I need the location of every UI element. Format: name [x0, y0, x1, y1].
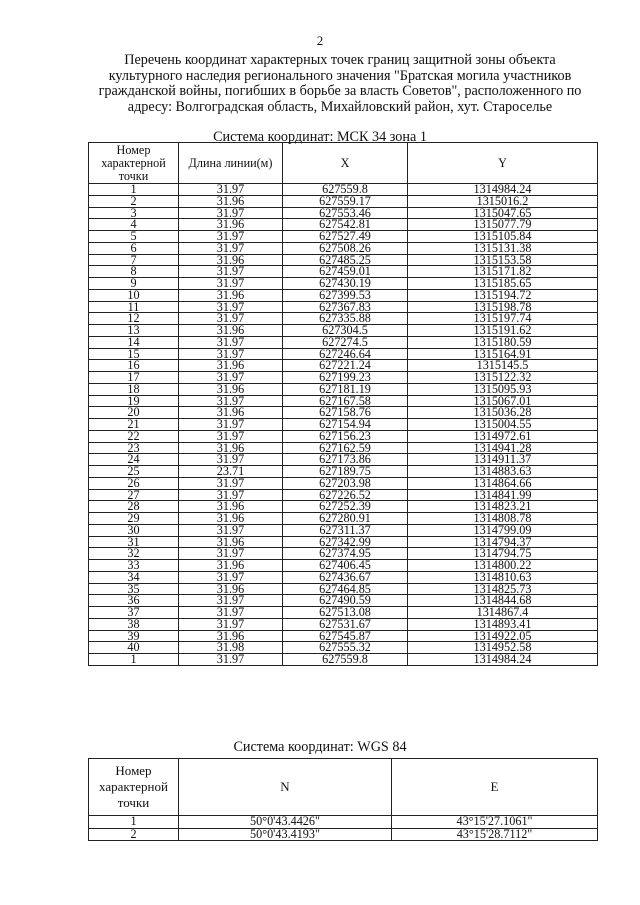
- table-cell: 7: [89, 254, 179, 266]
- coordinate-system-caption-msk: Система координат: МСК 34 зона 1: [213, 129, 427, 145]
- table-cell: 31.97: [179, 372, 283, 384]
- table-cell: 31: [89, 536, 179, 548]
- table-cell: 627199.23: [283, 372, 408, 384]
- table-row: [89, 407, 598, 419]
- table-cell: 1314941.28: [408, 442, 598, 454]
- table-cell: 32: [89, 548, 179, 560]
- coordinate-system-caption-wgs84: Система координат: WGS 84: [233, 739, 407, 755]
- table-cell: 1314952.58: [408, 642, 598, 654]
- table-row: [89, 266, 598, 278]
- table-cell: 1315197.74: [408, 313, 598, 325]
- table-cell: 24: [89, 454, 179, 466]
- table-cell: 50°0'43.4193": [179, 828, 392, 841]
- table-cell: 31.96: [179, 360, 283, 372]
- table-cell: 25: [89, 466, 179, 478]
- table-cell: 31.98: [179, 642, 283, 654]
- table-cell: 627406.45: [283, 560, 408, 572]
- table-cell: 8: [89, 266, 179, 278]
- table-cell: 15: [89, 348, 179, 360]
- table-cell: 1314810.63: [408, 571, 598, 583]
- table-cell: 1315036.28: [408, 407, 598, 419]
- table-row: [89, 513, 598, 525]
- table-cell: 1315194.72: [408, 289, 598, 301]
- table-cell: 31.96: [179, 407, 283, 419]
- table-cell: 1: [89, 816, 179, 829]
- table-cell: 1314922.05: [408, 630, 598, 642]
- table-cell: 627399.53: [283, 289, 408, 301]
- table-cell: 627311.37: [283, 524, 408, 536]
- table-cell: 9: [89, 278, 179, 290]
- table-cell: 627542.81: [283, 219, 408, 231]
- table-cell: 1315185.65: [408, 278, 598, 290]
- table-cell: 627154.94: [283, 419, 408, 431]
- table-row: [89, 477, 598, 489]
- table-cell: 2: [89, 195, 179, 207]
- table-row: [89, 618, 598, 630]
- table-cell: 627156.23: [283, 430, 408, 442]
- table-cell: 43°15'28.7112": [392, 828, 598, 841]
- table-cell: 627167.58: [283, 395, 408, 407]
- table-cell: 23.71: [179, 466, 283, 478]
- table-row: [89, 242, 598, 254]
- table-cell: 31.97: [179, 301, 283, 313]
- table-cell: 20: [89, 407, 179, 419]
- table-row: [89, 524, 598, 536]
- table-cell: 627559.17: [283, 195, 408, 207]
- table-row: [89, 254, 598, 266]
- table-cell: 31.97: [179, 454, 283, 466]
- table-row: [89, 195, 598, 207]
- table-cell: 13: [89, 325, 179, 337]
- table-cell: 627280.91: [283, 513, 408, 525]
- table-cell: 21: [89, 419, 179, 431]
- table-cell: 627545.87: [283, 630, 408, 642]
- table-cell: 40: [89, 642, 179, 654]
- table-cell: 17: [89, 372, 179, 384]
- table-cell: 627274.5: [283, 336, 408, 348]
- table-cell: 1315153.58: [408, 254, 598, 266]
- table-row: [89, 430, 598, 442]
- table-cell: 31.97: [179, 278, 283, 290]
- table-row: [89, 336, 598, 348]
- header-n: N: [179, 759, 392, 816]
- table-cell: 627304.5: [283, 325, 408, 337]
- table-cell: 627531.67: [283, 618, 408, 630]
- table-cell: 10: [89, 289, 179, 301]
- table-cell: 627335.88: [283, 313, 408, 325]
- table-row: [89, 501, 598, 513]
- table-cell: 31.97: [179, 313, 283, 325]
- table-cell: 6: [89, 242, 179, 254]
- table-cell: 31.96: [179, 289, 283, 301]
- table-cell: 31.96: [179, 560, 283, 572]
- header-line-length: Длина линии(м): [179, 143, 283, 184]
- table-cell: 1315180.59: [408, 336, 598, 348]
- coordinates-table-msk: [88, 142, 598, 666]
- table-row: [89, 828, 598, 841]
- table-row: [89, 348, 598, 360]
- table-row: [89, 595, 598, 607]
- table-cell: 1315067.01: [408, 395, 598, 407]
- table-cell: 31.96: [179, 383, 283, 395]
- table-row: [89, 548, 598, 560]
- table-cell: 1314984.24: [408, 184, 598, 196]
- table-cell: 627226.52: [283, 489, 408, 501]
- table-cell: 14: [89, 336, 179, 348]
- table-cell: 1315131.38: [408, 242, 598, 254]
- table-cell: 627374.95: [283, 548, 408, 560]
- table-cell: 1314844.68: [408, 595, 598, 607]
- table-row: [89, 466, 598, 478]
- table-cell: 1315004.55: [408, 419, 598, 431]
- table-cell: 38: [89, 618, 179, 630]
- table-cell: 31.97: [179, 618, 283, 630]
- table-cell: 1314799.09: [408, 524, 598, 536]
- table-cell: 627342.99: [283, 536, 408, 548]
- table-cell: 31.97: [179, 654, 283, 666]
- table-cell: 12: [89, 313, 179, 325]
- table-cell: 1315077.79: [408, 219, 598, 231]
- table-cell: 31.96: [179, 583, 283, 595]
- header-point-number: Номер характерной точки: [89, 759, 179, 816]
- table-cell: 18: [89, 383, 179, 395]
- table-cell: 37: [89, 607, 179, 619]
- table-cell: 33: [89, 560, 179, 572]
- table-cell: 627508.26: [283, 242, 408, 254]
- table-cell: 29: [89, 513, 179, 525]
- table-cell: 1314984.24: [408, 654, 598, 666]
- table-cell: 1314883.63: [408, 466, 598, 478]
- table-cell: 43°15'27.1061": [392, 816, 598, 829]
- table-header-row: [89, 759, 598, 816]
- table-cell: 627173.86: [283, 454, 408, 466]
- table-cell: 31.97: [179, 395, 283, 407]
- table-cell: 31.97: [179, 548, 283, 560]
- table-cell: 3: [89, 207, 179, 219]
- table-row: [89, 607, 598, 619]
- table-cell: 50°0'43.4426": [179, 816, 392, 829]
- table-cell: 1: [89, 654, 179, 666]
- table-cell: 627527.49: [283, 231, 408, 243]
- table-cell: 627559.8: [283, 184, 408, 196]
- table-row: [89, 489, 598, 501]
- table-cell: 1314893.41: [408, 618, 598, 630]
- table-row: [89, 372, 598, 384]
- table-cell: 627181.19: [283, 383, 408, 395]
- table-cell: 4: [89, 219, 179, 231]
- table-cell: 31.97: [179, 231, 283, 243]
- table-cell: 5: [89, 231, 179, 243]
- table-cell: 31.97: [179, 207, 283, 219]
- table-row: [89, 231, 598, 243]
- table-cell: 627485.25: [283, 254, 408, 266]
- table-cell: 1315122.32: [408, 372, 598, 384]
- table-row: [89, 383, 598, 395]
- table-cell: 1314823.21: [408, 501, 598, 513]
- table-row: [89, 278, 598, 290]
- table-cell: 627490.59: [283, 595, 408, 607]
- table-cell: 39: [89, 630, 179, 642]
- table-cell: 1314972.61: [408, 430, 598, 442]
- table-row: [89, 360, 598, 372]
- table-cell: 30: [89, 524, 179, 536]
- table-cell: 1315016.2: [408, 195, 598, 207]
- table-row: [89, 419, 598, 431]
- table-cell: 16: [89, 360, 179, 372]
- table-cell: 23: [89, 442, 179, 454]
- table-cell: 627221.24: [283, 360, 408, 372]
- table-cell: 31.96: [179, 254, 283, 266]
- table-row: [89, 219, 598, 231]
- table-row: [89, 325, 598, 337]
- table-cell: 31.96: [179, 325, 283, 337]
- table-cell: 1314800.22: [408, 560, 598, 572]
- table-cell: 1314864.66: [408, 477, 598, 489]
- table-row: [89, 630, 598, 642]
- table-cell: 1: [89, 184, 179, 196]
- table-cell: 31.97: [179, 571, 283, 583]
- table-row: [89, 571, 598, 583]
- table-cell: 627367.83: [283, 301, 408, 313]
- header-e: E: [392, 759, 598, 816]
- table-cell: 31.97: [179, 607, 283, 619]
- table-cell: 1314825.73: [408, 583, 598, 595]
- table-cell: 627203.98: [283, 477, 408, 489]
- coordinates-table-wgs84: [88, 758, 598, 841]
- table-cell: 35: [89, 583, 179, 595]
- header-y: Y: [408, 143, 598, 184]
- table-cell: 34: [89, 571, 179, 583]
- table-cell: 31.96: [179, 219, 283, 231]
- table-cell: 31.96: [179, 501, 283, 513]
- table-cell: 627513.08: [283, 607, 408, 619]
- table-row: [89, 442, 598, 454]
- document-title: Перечень координат характерных точек границ защитной зоны объекта культурного наследия регионального значения "Братская могила участников гражданской войны, погибших в борьбе за власть Советов", расположенного по адресу: Волгоградская область, Михайловский район, хут. Староселье: [98, 52, 582, 115]
- table-cell: 22: [89, 430, 179, 442]
- table-cell: 627555.32: [283, 642, 408, 654]
- table-cell: 31.97: [179, 595, 283, 607]
- table-cell: 1314808.78: [408, 513, 598, 525]
- table-cell: 1315095.93: [408, 383, 598, 395]
- table-cell: 31.96: [179, 536, 283, 548]
- table-cell: 31.97: [179, 489, 283, 501]
- table-row: [89, 654, 598, 666]
- table-cell: 1315198.78: [408, 301, 598, 313]
- table-row: [89, 583, 598, 595]
- table-cell: 11: [89, 301, 179, 313]
- page-number: 2: [316, 33, 324, 48]
- table-row: [89, 536, 598, 548]
- table-cell: 1314841.99: [408, 489, 598, 501]
- table-cell: 1314794.37: [408, 536, 598, 548]
- header-x: X: [283, 143, 408, 184]
- table-cell: 36: [89, 595, 179, 607]
- table-cell: 627189.75: [283, 466, 408, 478]
- table-cell: 627158.76: [283, 407, 408, 419]
- table-cell: 31.96: [179, 630, 283, 642]
- table-cell: 31.97: [179, 336, 283, 348]
- table-cell: 1314911.37: [408, 454, 598, 466]
- table-cell: 1315171.82: [408, 266, 598, 278]
- table-cell: 1315164.91: [408, 348, 598, 360]
- table-cell: 31.97: [179, 419, 283, 431]
- table-row: [89, 207, 598, 219]
- table-row: [89, 313, 598, 325]
- table-cell: 627246.64: [283, 348, 408, 360]
- table-cell: 627162.59: [283, 442, 408, 454]
- table-row: [89, 560, 598, 572]
- table-cell: 627459.01: [283, 266, 408, 278]
- table-row: [89, 642, 598, 654]
- table-cell: 31.97: [179, 524, 283, 536]
- table-cell: 627553.46: [283, 207, 408, 219]
- table-cell: 31.96: [179, 195, 283, 207]
- table-cell: 627559.8: [283, 654, 408, 666]
- table-cell: 31.97: [179, 266, 283, 278]
- table-cell: 31.97: [179, 348, 283, 360]
- table-cell: 627252.39: [283, 501, 408, 513]
- table-cell: 627436.67: [283, 571, 408, 583]
- table-cell: 627464.85: [283, 583, 408, 595]
- table-row: [89, 395, 598, 407]
- table-cell: 1315047.65: [408, 207, 598, 219]
- table-cell: 26: [89, 477, 179, 489]
- table-cell: 2: [89, 828, 179, 841]
- table-cell: 1315191.62: [408, 325, 598, 337]
- table-cell: 31.97: [179, 184, 283, 196]
- table-cell: 31.96: [179, 442, 283, 454]
- header-point-number: Номер характерной точки: [89, 143, 179, 184]
- table-row: [89, 816, 598, 829]
- table-cell: 31.96: [179, 513, 283, 525]
- table-cell: 28: [89, 501, 179, 513]
- table-row: [89, 301, 598, 313]
- table-cell: 1315105.84: [408, 231, 598, 243]
- table-cell: 1314867.4: [408, 607, 598, 619]
- table-header-row: [89, 143, 598, 184]
- table-cell: 31.97: [179, 430, 283, 442]
- table-row: [89, 454, 598, 466]
- table-cell: 27: [89, 489, 179, 501]
- table-cell: 19: [89, 395, 179, 407]
- table-cell: 31.97: [179, 477, 283, 489]
- table-cell: 31.97: [179, 242, 283, 254]
- table-cell: 1315145.5: [408, 360, 598, 372]
- table-cell: 1314794.75: [408, 548, 598, 560]
- table-row: [89, 184, 598, 196]
- table-row: [89, 289, 598, 301]
- table-cell: 627430.19: [283, 278, 408, 290]
